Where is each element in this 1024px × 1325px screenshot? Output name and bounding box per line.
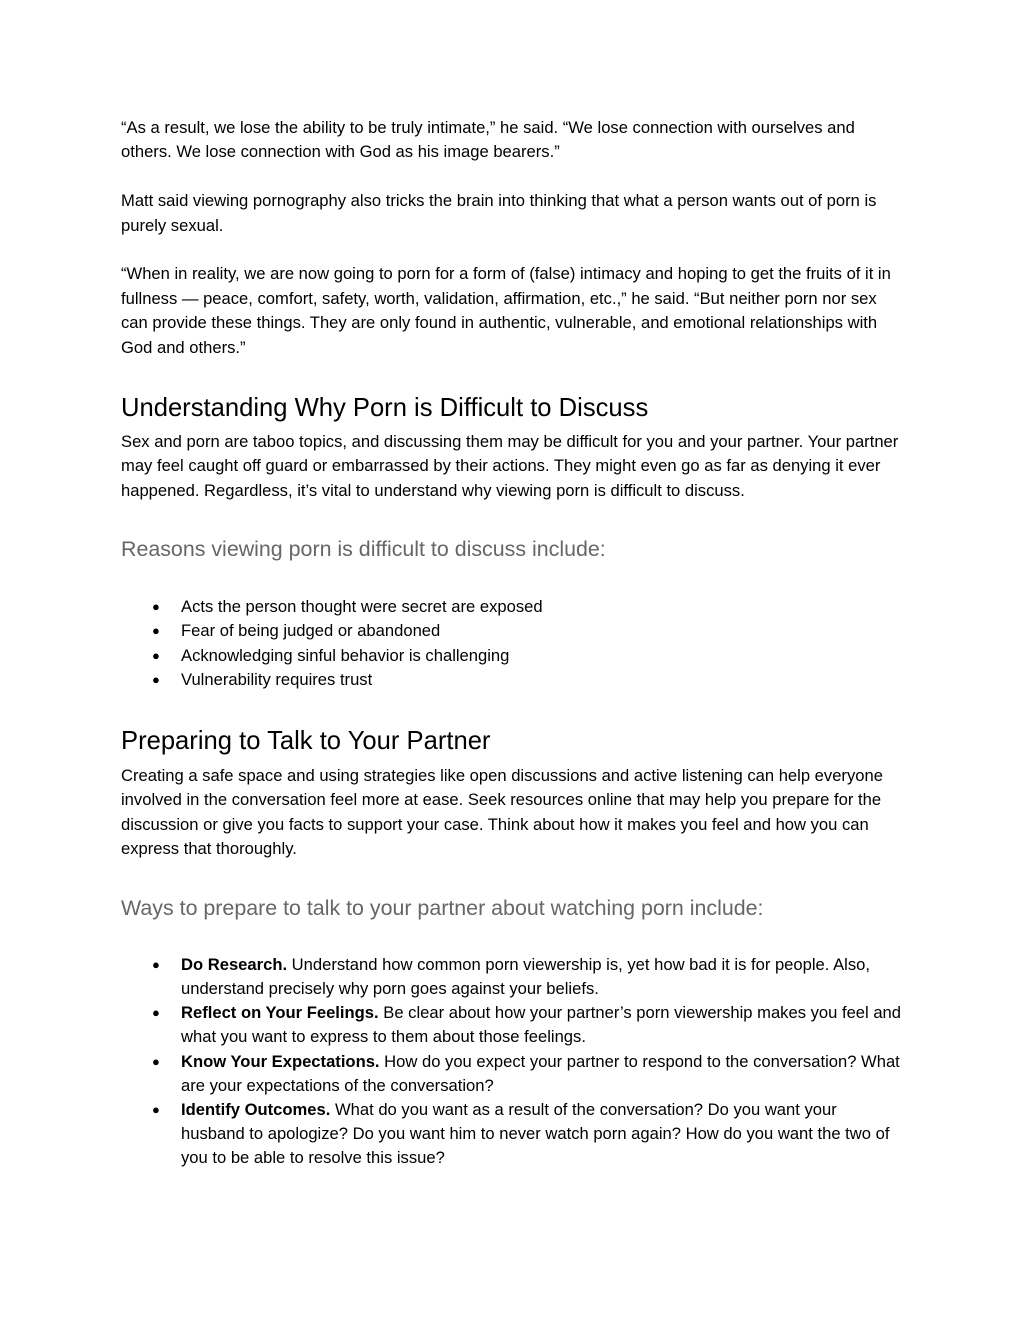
- intro-paragraph-2: Matt said viewing pornography also tricks the brain into thinking that what a person wants out of porn is purely sexual.: [121, 191, 877, 235]
- bullet-icon: ●: [152, 1005, 160, 1021]
- list-item: [121, 953, 904, 1001]
- section-body-preparing: Creating a safe space and using strategies like open discussions and active listening can help everyone involved in the conversation feel more at ease. Seek resources online that may help you prepare for the discussion or give you facts to support your case. Think about how it makes you feel and how you can express that thoroughly.: [121, 766, 883, 859]
- list-item: [121, 668, 904, 692]
- list-item: [121, 644, 904, 668]
- list-item-text: What do you want as a result of the conversation? Do you want your husband to apologize? Do you want him to never watch porn again? How do you want the two of you to be able to resolve this issue?: [181, 1099, 890, 1168]
- list-item-title: Do Research.: [181, 954, 288, 974]
- list-item-text: Understand how common porn viewership is, yet how bad it is for people. Also, understand precisely why porn goes against your beliefs.: [181, 954, 870, 998]
- list-item: [121, 619, 904, 643]
- bullet-icon: ●: [152, 1101, 160, 1117]
- list-item-title: Know Your Expectations.: [181, 1051, 380, 1071]
- bullet-icon: ●: [152, 647, 160, 663]
- ways-list: [121, 953, 904, 1171]
- bullet-icon: ●: [152, 623, 160, 639]
- list-item-title: Reflect on Your Feelings.: [181, 1003, 379, 1023]
- list-item-title: Identify Outcomes.: [181, 1099, 331, 1119]
- list-item: [121, 595, 904, 619]
- list-item-text: Fear of being judged or abandoned: [181, 621, 441, 641]
- section-body-understanding: Sex and porn are taboo topics, and discussing them may be difficult for you and your partner. Your partner may feel caught off guard or embarrassed by their actions. They might even go as far as denying it ever happened. Regardless, it’s vital to understand why viewing porn is difficult to discuss.: [121, 432, 899, 500]
- bullet-icon: ●: [152, 956, 160, 972]
- reasons-list: [121, 595, 904, 692]
- list-item-text: How do you expect your partner to respond to the conversation? What are your expectations of the conversation?: [181, 1051, 900, 1095]
- section-heading-understanding: Understanding Why Porn is Difficult to Discuss: [121, 394, 649, 423]
- bullet-icon: ●: [152, 599, 160, 615]
- list-item: [121, 1098, 904, 1171]
- list-item-text: Vulnerability requires trust: [181, 669, 373, 689]
- list-item-text: Acknowledging sinful behavior is challenging: [181, 645, 510, 665]
- section-heading-preparing: Preparing to Talk to Your Partner: [121, 727, 491, 756]
- intro-paragraph-3: “When in reality, we are now going to porn for a form of (false) intimacy and hoping to get the fruits of it in fullness — peace, comfort, safety, worth, validation, affirmation, etc.,” he said. “But neither porn nor sex can provide these things. They are only found in authentic, vulnerable, and emotional relationships with God and others.”: [121, 264, 891, 357]
- intro-paragraph-1: “As a result, we lose the ability to be truly intimate,” he said. “We lose connection with ourselves and others. We lose connection with God as his image bearers.”: [121, 118, 855, 162]
- list-item: [121, 1001, 904, 1049]
- subheading-reasons: Reasons viewing porn is difficult to discuss include:: [121, 537, 606, 562]
- subheading-ways: Ways to prepare to talk to your partner about watching porn include:: [121, 895, 764, 920]
- list-item-text: Acts the person thought were secret are exposed: [181, 597, 543, 617]
- bullet-icon: ●: [152, 1053, 160, 1069]
- bullet-icon: ●: [152, 671, 160, 687]
- list-item-text: Be clear about how your partner’s porn viewership makes you feel and what you want to express to them about those feelings.: [181, 1003, 902, 1047]
- list-item: [121, 1050, 904, 1098]
